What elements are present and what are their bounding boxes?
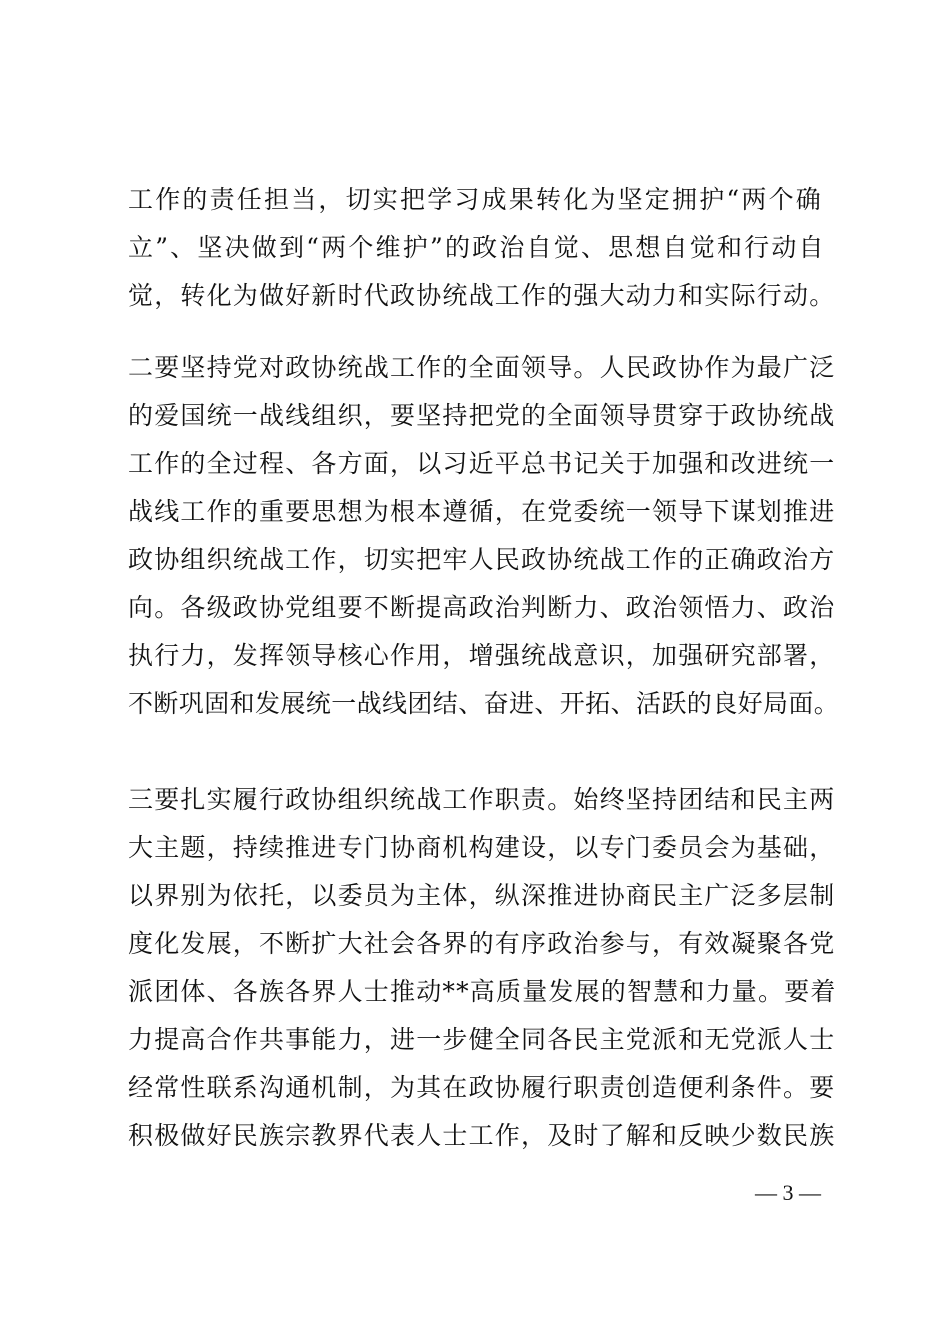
paragraph-2-line-2: 的爱国统一战线组织，要坚持把党的全面领导贯穿于政协统战 — [128, 401, 836, 430]
paragraph-3-line-4: 度化发展，不断扩大社会各界的有序政治参与，有效凝聚各党 — [128, 929, 836, 958]
paragraph-2-line-8: 不断巩固和发展统一战线团结、奋进、开拓、活跃的良好局面。 — [128, 689, 840, 718]
page-number: — 3 — — [755, 1180, 821, 1205]
paragraph-2-line-7: 执行力，发挥领导核心作用，增强统战意识，加强研究部署， — [128, 641, 836, 670]
paragraph-1-line-1: 工作的责任担当，切实把学习成果转化为坚定拥护“两个确 — [128, 185, 823, 214]
paragraph-3-line-2: 大主题，持续推进专门协商机构建设，以专门委员会为基础， — [128, 833, 836, 862]
paragraph-2-line-3: 工作的全过程、各方面，以习近平总书记关于加强和改进统一 — [128, 449, 836, 478]
paragraph-2-line-4: 战线工作的重要思想为根本遵循，在党委统一领导下谋划推进 — [128, 497, 836, 526]
paragraph-2-line-1: 二要坚持党对政协统战工作的全面领导。人民政协作为最广泛 — [128, 353, 836, 382]
paragraph-3-line-8: 积极做好民族宗教界代表人士工作，及时了解和反映少数民族 — [128, 1121, 836, 1150]
paragraph-3-line-6: 力提高合作共事能力，进一步健全同各民主党派和无党派人士 — [128, 1025, 836, 1054]
paragraph-1-line-3: 觉，转化为做好新时代政协统战工作的强大动力和实际行动。 — [128, 281, 836, 310]
paragraph-3-line-1: 三要扎实履行政协组织统战工作职责。始终坚持团结和民主两 — [128, 785, 836, 814]
paragraph-3-line-3: 以界别为依托，以委员为主体，纵深推进协商民主广泛多层制 — [128, 881, 836, 910]
paragraph-2-line-6: 向。各级政协党组要不断提高政治判断力、政治领悟力、政治 — [128, 593, 836, 622]
paragraph-3-line-7: 经常性联系沟通机制，为其在政协履行职责创造便利条件。要 — [128, 1073, 836, 1102]
paragraph-3-line-5: 派团体、各族各界人士推动**高质量发展的智慧和力量。要着 — [128, 977, 837, 1006]
paragraph-1-line-2: 立”、坚决做到“两个维护”的政治自觉、思想自觉和行动自 — [128, 233, 826, 262]
paragraph-2-line-5: 政协组织统战工作，切实把牢人民政协统战工作的正确政治方 — [128, 545, 836, 574]
